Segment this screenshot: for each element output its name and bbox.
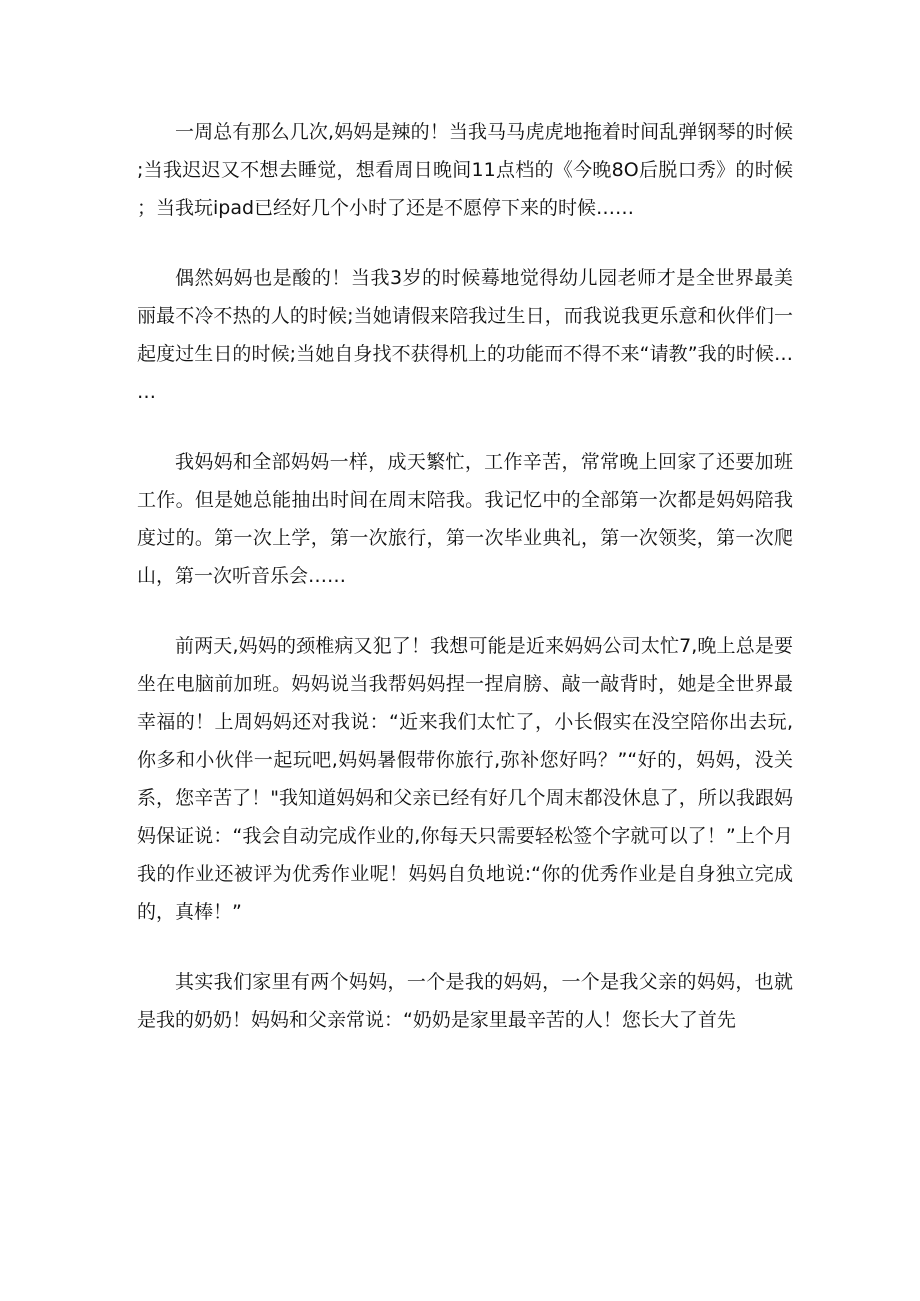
paragraph-1: 一周总有那么几次,妈妈是辣的！当我马马虎虎地拖着时间乱弹钢琴的时候;当我迟迟又不想去睡觉，想看周日晚间11点档的《今晚8O后脱口秀》的时候；当我玩ipad已经好几个小时了还是不愿停下来的时候…… [137, 121, 793, 219]
paragraph-2: 偶然妈妈也是酸的！当我3岁的时候蓦地觉得幼儿园老师才是全世界最美丽最不冷不热的人的时候;当她请假来陪我过生日，而我说我更乐意和伙伴们一起度过生日的时候;当她自身找不获得机上的功能而不得不来“请教”我的时候…… [137, 267, 793, 403]
paragraph-5: 其实我们家里有两个妈妈，一个是我的妈妈，一个是我父亲的妈妈，也就是我的奶奶！妈妈和父亲常说：“奶奶是家里最辛苦的人！您长大了首先 [137, 971, 793, 1031]
document-body [137, 113, 793, 1071]
paragraph-3: 我妈妈和全部妈妈一样，成天繁忙，工作辛苦，常常晚上回家了还要加班工作。但是她总能抽出时间在周末陪我。我记忆中的全部第一次都是妈妈陪我度过的。第一次上学，第一次旅行，第一次毕业典礼，第一次领奖，第一次爬山，第一次听音乐会…… [137, 451, 793, 587]
paragraph-4: 前两天,妈妈的颈椎病又犯了！我想可能是近来妈妈公司太忙7,晚上总是要坐在电脑前加班。妈妈说当我帮妈妈捏一捏肩膀、敲一敲背时，她是全世界最幸福的！上周妈妈还对我说：“近来我们太忙了，小长假实在没空陪你出去玩,你多和小伙伴一起玩吧,妈妈暑假带你旅行,弥补您好吗？”“好的，妈妈，没关系，您辛苦了！"我知道妈妈和父亲已经有好几个周末都没休息了，所以我跟妈妈保证说：“我会自动完成作业的,你每天只需要轻松签个字就可以了！”上个月我的作业还被评为优秀作业呢！妈妈自负地说:“你的优秀作业是自身独立完成的，真棒！” [137, 635, 793, 923]
